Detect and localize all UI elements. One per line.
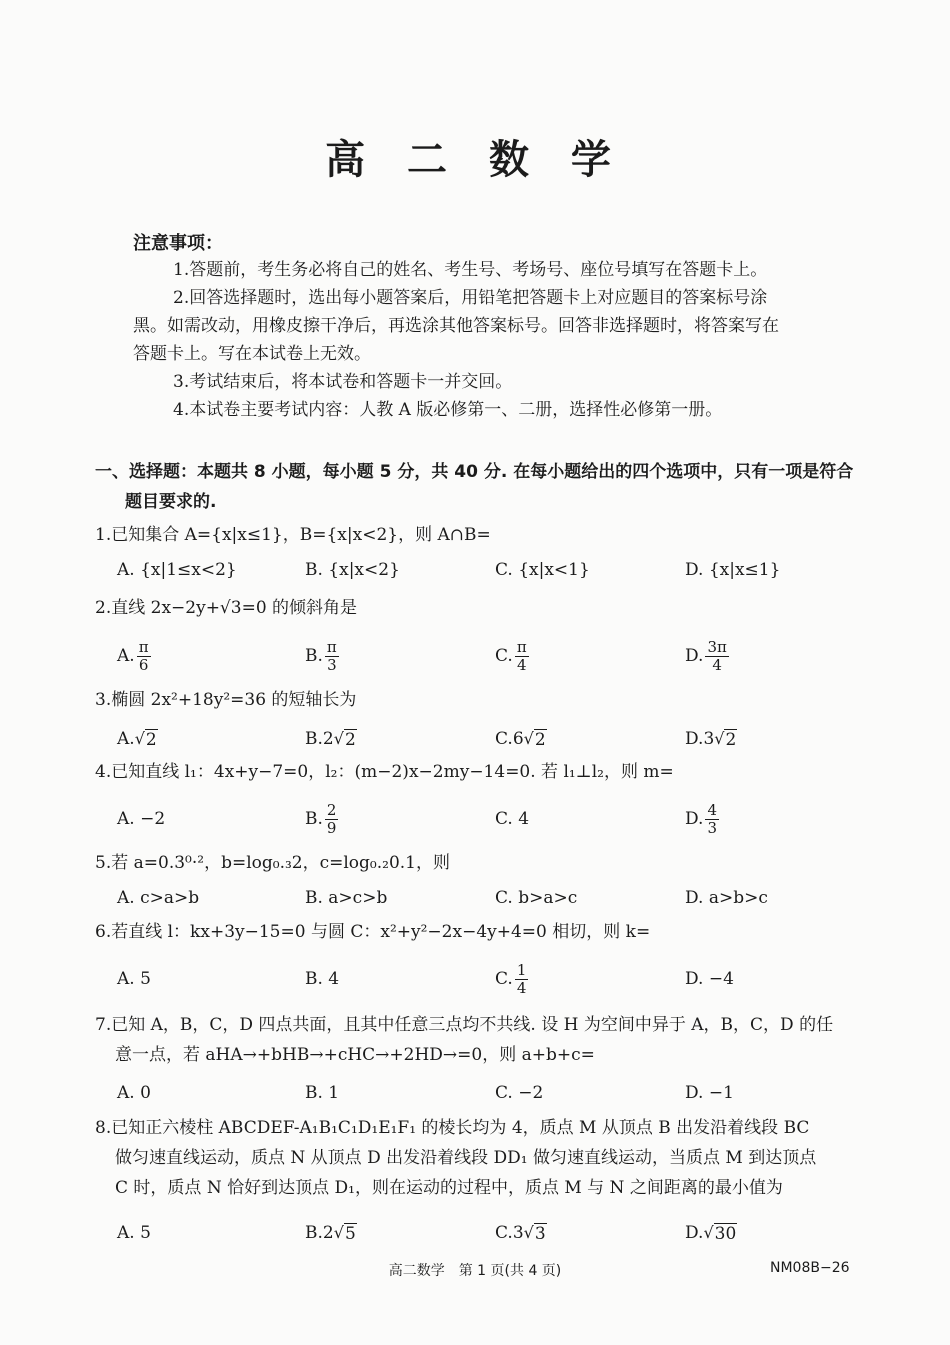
- option-a: [117, 634, 151, 678]
- option-a: A. {x|1≤x<2}: [117, 560, 237, 580]
- coefficient: 2: [322, 729, 334, 749]
- question-1: [95, 520, 875, 550]
- notice-heading: 注意事项：: [133, 233, 223, 254]
- notice-list: [133, 256, 833, 424]
- notice-item: 1.答题前，考生务必将自己的姓名、考生号、考场号、座位号填写在答题卡上。: [173, 260, 768, 280]
- option-a: A. 5: [117, 969, 151, 989]
- option-label: B.: [305, 809, 323, 829]
- question-stem: 2.直线 2x−2y+√3=0 的倾斜角是: [95, 598, 358, 618]
- notice-item: 答题卡上。写在本试卷上无效。: [133, 344, 371, 364]
- option-d: D. −4: [685, 969, 734, 989]
- option-b: [305, 634, 339, 678]
- option-a: A. −2: [117, 809, 166, 829]
- sqrt: [524, 729, 547, 750]
- option-d: [685, 634, 729, 678]
- option-label: C.: [495, 646, 513, 666]
- option-b: [305, 717, 357, 761]
- sqrt: [334, 1223, 357, 1244]
- fraction: [515, 639, 529, 674]
- denominator: 3: [707, 818, 717, 837]
- option-d: [685, 1211, 737, 1255]
- radical-sign: √: [714, 728, 725, 748]
- option-b: B. 4: [305, 969, 340, 989]
- coefficient: 6: [512, 729, 524, 749]
- radicand: 2: [344, 729, 356, 750]
- question-stem: 4.已知直线 l₁：4x+y−7=0，l₂：(m−2)x−2my−14=0. 若 l₁⊥l₂，则 m=: [95, 762, 674, 782]
- fraction: [325, 639, 339, 674]
- sqrt: [334, 729, 357, 750]
- option-label: A.: [117, 646, 135, 666]
- options-6: [117, 957, 877, 1001]
- denominator: 4: [516, 978, 527, 997]
- option-a: [117, 717, 158, 761]
- option-c: C. 4: [495, 809, 530, 829]
- sqrt: [714, 729, 737, 750]
- coefficient: 3: [512, 1223, 524, 1243]
- notice-item: 黑。如需改动，用橡皮擦干净后，再选涂其他答案标号。回答非选择题时，将答案写在: [133, 316, 779, 336]
- section-heading-line: 一、选择题：本题共 8 小题，每小题 5 分，共 40 分. 在每小题给出的四个选项中，只有一项是符合: [95, 462, 854, 482]
- numerator: 2: [326, 800, 337, 819]
- option-a: A. c>a>b: [117, 888, 200, 908]
- question-stem: C 时，质点 N 恰好到达顶点 D₁，则在运动的过程中，质点 M 与 N 之间距离的最小值为: [115, 1178, 783, 1198]
- radicand: 30: [714, 1223, 737, 1244]
- option-b: [305, 1211, 357, 1255]
- options-2: [117, 634, 877, 678]
- option-c: C. b>a>c: [495, 888, 578, 908]
- options-4: [117, 797, 877, 841]
- radical-sign: √: [523, 1222, 534, 1242]
- option-a: A. 0: [117, 1083, 151, 1103]
- numerator: 4: [707, 800, 717, 819]
- option-b: B. a>c>b: [305, 888, 388, 908]
- radicand: 2: [534, 729, 546, 750]
- paper-code: NM08B−26: [770, 1260, 850, 1276]
- options-3: [117, 717, 877, 761]
- question-stem: 做匀速直线运动，质点 N 从顶点 D 出发沿着线段 DD₁ 做匀速直线运动，当质点 M 到达顶点: [115, 1148, 817, 1168]
- question-4: [95, 757, 875, 787]
- numerator: 3π: [707, 637, 727, 656]
- option-d: [685, 797, 719, 841]
- question-3: [95, 685, 875, 715]
- option-label: C.: [495, 969, 513, 989]
- options-5: [117, 876, 877, 920]
- question-7: [95, 1010, 875, 1070]
- option-label: D.: [685, 729, 704, 749]
- question-stem: 3.椭圆 2x²+18y²=36 的短轴长为: [95, 690, 357, 710]
- coefficient: 3: [703, 729, 715, 749]
- fraction: [137, 639, 151, 674]
- notice-item: 3.考试结束后，将本试卷和答题卡一并交回。: [173, 372, 513, 392]
- sqrt: [524, 1223, 547, 1244]
- denominator: 4: [712, 655, 722, 674]
- question-stem: 意一点，若 aHA→+bHB→+cHC→+2HD→=0，则 a+b+c=: [115, 1045, 595, 1065]
- numerator: π: [516, 637, 527, 656]
- option-label: D.: [685, 809, 704, 829]
- radical-sign: √: [333, 1222, 344, 1242]
- option-label: A.: [117, 729, 135, 749]
- section-heading-line: 题目要求的.: [125, 492, 217, 512]
- fraction: [515, 962, 529, 997]
- question-6: [95, 917, 875, 947]
- radical-sign: √: [333, 728, 344, 748]
- numerator: π: [138, 637, 149, 656]
- option-a: A. 5: [117, 1223, 151, 1243]
- options-1: [117, 548, 877, 592]
- question-stem: 6.若直线 l：kx+3y−15=0 与圆 C：x²+y²−2x−4y+4=0 相切，则 k=: [95, 922, 651, 942]
- option-c: [495, 634, 529, 678]
- fraction: [705, 639, 728, 674]
- question-5: [95, 848, 875, 878]
- radicand: 2: [145, 729, 157, 750]
- option-label: D.: [685, 646, 704, 666]
- question-stem: 5.若 a=0.3⁰·²，b=log₀.₃2，c=log₀.₂0.1，则: [95, 853, 450, 873]
- denominator: 3: [327, 655, 337, 674]
- fraction: [705, 802, 719, 837]
- sqrt: [135, 729, 158, 750]
- question-stem: 8.已知正六棱柱 ABCDEF-A₁B₁C₁D₁E₁F₁ 的棱长均为 4，质点 M 从顶点 B 出发沿着线段 BC: [95, 1118, 810, 1138]
- question-stem: 7.已知 A，B，C，D 四点共面，且其中任意三点均不共线. 设 H 为空间中异于 A，B，C，D 的任: [95, 1015, 834, 1035]
- sqrt: [703, 1223, 737, 1244]
- option-d: [685, 717, 737, 761]
- option-c: C. −2: [495, 1083, 544, 1103]
- option-d: D. −1: [685, 1083, 734, 1103]
- numerator: π: [326, 637, 337, 656]
- numerator: 1: [516, 960, 527, 979]
- options-8: [117, 1211, 877, 1255]
- radicand: 5: [344, 1223, 356, 1244]
- question-2: [95, 593, 875, 623]
- radical-sign: √: [134, 728, 145, 748]
- option-c: [495, 957, 528, 1001]
- fraction: [325, 802, 339, 837]
- question-stem: 1.已知集合 A={x|x≤1}，B={x|x<2}，则 A∩B=: [95, 525, 491, 545]
- option-d: D. {x|x≤1}: [685, 560, 781, 580]
- option-label: B.: [305, 1223, 323, 1243]
- page-footer: 高二数学 第 1 页(共 4 页): [388, 1263, 562, 1279]
- option-c: [495, 717, 547, 761]
- page-title: 高 二 数 学: [325, 137, 625, 183]
- denominator: 9: [326, 818, 337, 837]
- option-label: B.: [305, 729, 323, 749]
- notice-item: 2.回答选择题时，选出每小题答案后，用铅笔把答题卡上对应题目的答案标号涂: [173, 288, 768, 308]
- option-label: C.: [495, 1223, 513, 1243]
- denominator: 4: [516, 655, 527, 674]
- notice-item: 4.本试卷主要考试内容：人教 A 版必修第一、二册，选择性必修第一册。: [173, 400, 723, 420]
- options-7: [117, 1071, 877, 1115]
- option-b: B. 1: [305, 1083, 340, 1103]
- option-b: B. {x|x<2}: [305, 560, 400, 580]
- radicand: 3: [534, 1223, 546, 1244]
- radical-sign: √: [703, 1222, 714, 1242]
- option-c: C. {x|x<1}: [495, 560, 590, 580]
- denominator: 6: [138, 655, 149, 674]
- option-b: [305, 797, 338, 841]
- coefficient: 2: [322, 1223, 334, 1243]
- option-c: [495, 1211, 547, 1255]
- option-d: D. a>b>c: [685, 888, 768, 908]
- option-label: D.: [685, 1223, 704, 1243]
- radical-sign: √: [523, 728, 534, 748]
- radicand: 2: [725, 729, 737, 750]
- option-label: C.: [495, 729, 513, 749]
- option-label: B.: [305, 646, 323, 666]
- section-heading: [95, 457, 875, 517]
- question-8: [95, 1113, 875, 1203]
